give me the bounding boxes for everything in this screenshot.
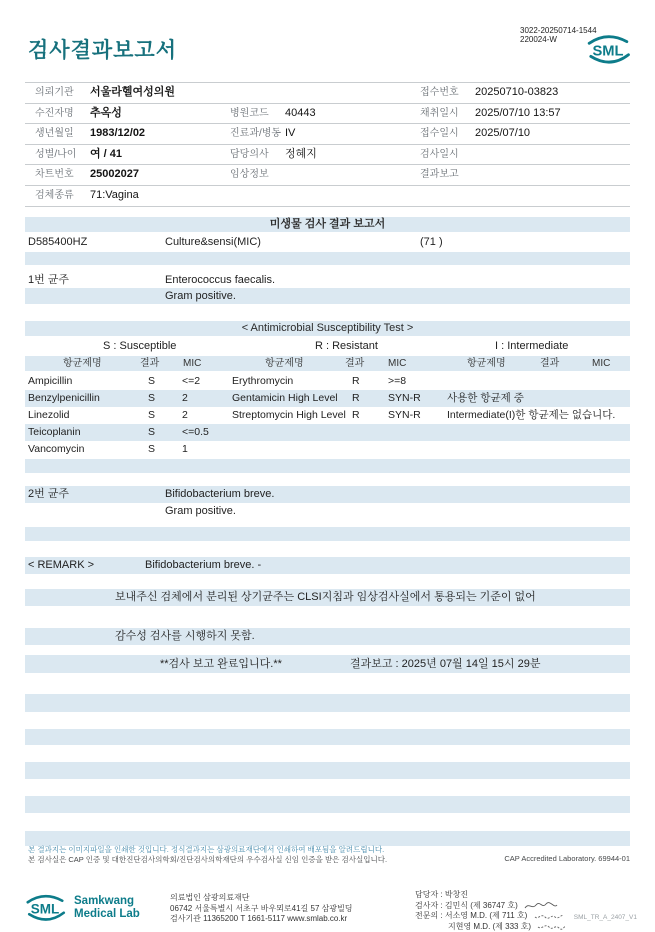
drug-name: Gentamicin High Level (232, 392, 338, 404)
field-value-patient-name: 추옥성 (90, 106, 122, 119)
completion-row (25, 655, 630, 673)
strain2-gram: Gram positive. (165, 505, 236, 517)
blank-stripe (25, 252, 630, 265)
remark-label: < REMARK > (28, 559, 95, 571)
blank-stripe (25, 459, 630, 473)
legend-resistant: R : Resistant (315, 340, 378, 352)
field-label-patient-name: 수진자명 (35, 107, 74, 119)
drug-mic: >=8 (388, 375, 407, 387)
page-title: 검사결과보고서 (28, 39, 178, 62)
field-value-received-at: 2025/07/10 (475, 127, 531, 140)
patient-info-row (25, 165, 630, 186)
manager-line: 담당자 : 박창진 (415, 890, 469, 899)
completion-message: **검사 보고 완료입니다.** (160, 658, 282, 670)
field-label-clinical-info: 임상정보 (230, 169, 269, 181)
form-version-code: SML_TR_A_2407_V1 (573, 914, 637, 921)
strain1-gram-row (25, 288, 630, 304)
col-mic: MIC (388, 358, 407, 369)
drug-mic: SYN-R (388, 392, 421, 404)
remark-title: Bifidobacterium breve. - (145, 559, 262, 571)
blank-stripe (25, 729, 630, 745)
lab-contact-info (170, 893, 353, 925)
section-header-micro: 미생물 검사 결과 보고서 (25, 217, 630, 232)
field-label-result-report: 결과보고 (420, 169, 459, 181)
drug-mic: 2 (182, 392, 188, 404)
col-result: 결과 (140, 358, 160, 369)
drug-result: R (352, 392, 360, 404)
svg-text:SML: SML (30, 901, 60, 917)
ast-row (25, 441, 630, 458)
drug-result: R (352, 375, 360, 387)
drug-mic: 2 (182, 409, 188, 421)
examiner-line (415, 901, 567, 912)
sml-footer-logo-icon (22, 891, 68, 929)
remark-line2: 감수성 검사를 시행하지 못함. (115, 630, 255, 642)
field-value-department: IV (285, 127, 296, 140)
specimen-code: (71 ) (420, 236, 443, 248)
specialist1-line (415, 911, 567, 922)
field-label-sex-age: 성별/나이 (35, 148, 77, 160)
legend-susceptible: S : Susceptible (103, 340, 177, 352)
field-value-receipt-no: 20250710-03823 (475, 86, 559, 98)
lab-address: 06742 서울특별시 서초구 바우뫼로41길 57 삼광빌딩 (170, 903, 353, 913)
sml-logo-icon (583, 31, 633, 72)
drug-name: Ampicillin (28, 375, 73, 387)
field-value-specimen-type: 71:Vagina (90, 188, 139, 201)
strain1-label: 1번 균주 (28, 274, 70, 286)
field-value-birthdate: 1983/12/02 (90, 127, 146, 140)
strain2-gram-row (25, 503, 630, 520)
col-drug-name: 항균제명 (467, 358, 506, 369)
document-code-line1: 3022-20250714-1544 (520, 26, 597, 35)
brand-name (74, 895, 140, 921)
strain2-label: 2번 균주 (28, 488, 70, 500)
field-label-tested-at: 검사일시 (420, 148, 459, 160)
lab-contact: 검사기관 11365200 T 1661-5117 www.smlab.co.kr (170, 914, 348, 923)
blank-stripe (25, 527, 630, 541)
drug-result: R (352, 409, 360, 421)
strain2-row (25, 486, 630, 503)
legend-intermediate: I : Intermediate (495, 340, 569, 352)
drug-name: Vancomycin (28, 443, 85, 455)
drug-result: S (148, 443, 156, 455)
remark-line2-row (25, 628, 630, 645)
ast-note: 사용한 항균제 중 (447, 392, 524, 404)
remark-row (25, 557, 630, 574)
field-label-collected-at: 채취일시 (420, 107, 459, 119)
drug-mic: <=2 (182, 375, 201, 387)
brand-line1: Samkwang (74, 895, 135, 907)
strain2-organism: Bifidobacterium breve. (165, 488, 275, 500)
ast-section-header: < Antimicrobial Susceptibility Test > (25, 321, 630, 336)
col-mic: MIC (592, 358, 611, 369)
ast-row (25, 407, 630, 424)
patient-info-row (25, 104, 630, 125)
disclaimer-line1: 본 결과지는 이미지파일을 인쇄한 것입니다. 정식결과지는 삼광의료재단에서 인쇄하여 배포됨을 알려드립니다. (28, 845, 385, 854)
patient-info-row (25, 186, 630, 207)
disclaimer-line2: 본 검사실은 CAP 인증 및 대한진단검사의학회/진단검사의학재단의 우수검사실 신임 인증을 받은 검사실입니다. (28, 855, 388, 864)
drug-result: S (148, 392, 156, 404)
strain1-gram: Gram positive. (165, 290, 236, 302)
col-result: 결과 (540, 358, 560, 369)
drug-name: Streptomycin High Level (232, 409, 346, 421)
strain1-organism: Enterococcus faecalis. (165, 274, 276, 286)
field-label-hospital-code: 병원코드 (230, 107, 269, 119)
field-value-hospital-code: 40443 (285, 106, 316, 119)
drug-result: S (148, 409, 156, 421)
col-drug-name: 항균제명 (63, 358, 102, 369)
drug-mic: SYN-R (388, 409, 421, 421)
blank-stripe (25, 796, 630, 813)
field-label-birthdate: 생년월일 (35, 128, 74, 140)
remark-line1-row (25, 589, 630, 606)
drug-mic: 1 (182, 443, 188, 455)
ast-row (25, 390, 630, 407)
strain1-row (25, 272, 630, 288)
field-label-receipt-no: 접수번호 (420, 87, 459, 98)
field-value-chart-no: 25002027 (90, 168, 139, 181)
col-mic: MIC (183, 358, 202, 369)
field-label-specimen-type: 검체종류 (35, 189, 74, 201)
drug-name: Erythromycin (232, 375, 294, 387)
ast-row (25, 373, 630, 390)
lab-org-name: 의료법인 삼광의료재단 (170, 893, 250, 902)
report-datetime: 결과보고 : 2025년 07월 14일 15시 29분 (350, 658, 541, 670)
examiner-text: 검사자 : 김민식 (제 36747 호) (415, 900, 518, 910)
cap-accreditation: CAP Accredited Laboratory. 69944-01 (504, 854, 630, 863)
ast-row (25, 424, 630, 441)
test-code-row (25, 234, 630, 250)
field-label-department: 진료과/병동 (230, 128, 282, 140)
field-label-institution: 의뢰기관 (35, 87, 74, 98)
drug-name: Benzylpenicillin (28, 392, 100, 404)
patient-info-row (25, 145, 630, 166)
patient-info-row (25, 124, 630, 145)
document-code-line2: 220024-W (520, 35, 557, 44)
specialist2-text: 지현영 M.D. (제 333 호) (448, 921, 532, 931)
field-label-doctor: 담당의사 (230, 148, 269, 160)
test-name: Culture&sensi(MIC) (165, 236, 261, 248)
field-value-doctor: 정혜지 (285, 147, 317, 160)
staff-block (415, 890, 567, 932)
field-value-sex-age: 여 / 41 (90, 147, 123, 160)
field-value-collected-at: 2025/07/10 13:57 (475, 106, 561, 119)
remark-line1: 보내주신 검체에서 분리된 상기균주는 CLSI지침과 임상검사실에서 통용되는 기준이 없어 (115, 591, 536, 603)
specialist2-signature-icon (537, 922, 567, 932)
sml-logo-text: SML (592, 43, 624, 60)
specialist1-signature-icon (534, 911, 564, 921)
test-code: D585400HZ (28, 236, 88, 248)
patient-info-table (25, 82, 630, 207)
ast-note: Intermediate(I)한 항균제는 없습니다. (447, 409, 616, 421)
col-drug-name: 항균제명 (265, 358, 304, 369)
field-label-chart-no: 차트번호 (35, 169, 74, 181)
ast-legend-row (25, 338, 630, 354)
field-label-received-at: 접수일시 (420, 128, 459, 140)
brand-line2: Medical Lab (74, 908, 140, 920)
col-result: 결과 (345, 358, 365, 369)
examiner-signature-icon (524, 901, 558, 911)
drug-mic: <=0.5 (182, 426, 209, 438)
drug-result: S (148, 375, 156, 387)
specialist2-line (415, 922, 567, 932)
ast-column-header-row (25, 356, 630, 371)
drug-name: Linezolid (28, 409, 70, 421)
drug-result: S (148, 426, 156, 438)
field-value-institution: 서울라헬여성의원 (90, 86, 176, 98)
specialist1-text: 전문의 : 서소영 M.D. (제 711 호) (415, 911, 528, 921)
drug-name: Teicoplanin (28, 426, 81, 438)
blank-stripe (25, 694, 630, 712)
patient-info-row (25, 82, 630, 104)
blank-stripe (25, 762, 630, 779)
